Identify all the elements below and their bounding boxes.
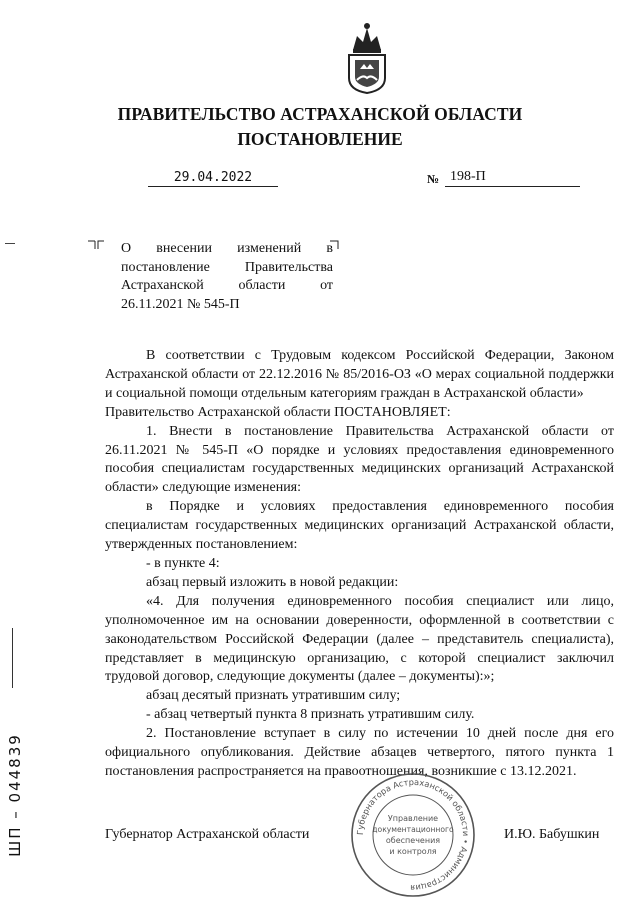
paragraph: - в пункте 4:: [146, 555, 220, 571]
official-stamp: [349, 772, 477, 898]
stamp-inner-line: Управление: [387, 814, 439, 823]
document-body: [105, 347, 614, 782]
signatory-title: Губернатор Астраханской области: [105, 827, 310, 842]
paragraph: абзац десятый признать утратившим силу;: [146, 688, 401, 704]
coat-of-arms-icon: [343, 20, 391, 94]
paragraph: В соответствии с Трудовым кодексом Российской Федерации, Законом Астраханской области от 22.12.2016 № 85/2016-ОЗ «О мерах социальной поддержки и социальной помощи отдельным категориям граждан в Астраханской области»: [105, 348, 614, 401]
form-serial: [2, 735, 28, 855]
corner-bracket-left-icon: [88, 240, 104, 250]
paragraph: Правительство Астраханской области ПОСТАНОВЛЯЕТ:: [105, 404, 451, 420]
paragraph: в Порядке и условиях предоставления единовременного пособия специалистам государственных медицинских организаций Астраханской области, утвержденных постановлением:: [105, 499, 614, 553]
paragraph: - абзац четвертый пункта 8 признать утратившим силу.: [146, 707, 475, 723]
margin-tick: [5, 243, 15, 244]
date-underline: [148, 186, 278, 187]
margin-line: [12, 628, 13, 688]
document-date: 29.04.2022: [173, 170, 253, 185]
paragraph: 1. Внести в постановление Правительства Астраханской области от 26.11.2021 № 545-П «О порядке и условиях предоставления единовременного пособия специалистам государственных медицинских организаций Астраханской области» следующие изменения:: [105, 423, 614, 496]
government-title: ПРАВИТЕЛЬСТВО АСТРАХАНСКОЙ ОБЛАСТИ: [117, 104, 523, 124]
paragraph: 2. Постановление вступает в силу по истечении 10 дней после дня его официального опубликования. Действие абзацев четвертого, пятого пункта 1 постановления распространяется на правоотношения, возникшие с 13.12.2021.: [105, 726, 614, 779]
document-number: 198-П: [450, 169, 486, 184]
stamp-inner-line: обеспечения: [385, 836, 441, 845]
document-type: ПОСТАНОВЛЕНИЕ: [237, 129, 403, 149]
stamp-inner-line: документационного: [372, 825, 454, 834]
form-serial-text: ШП – 044839: [6, 733, 24, 857]
document-subject: О внесении изменений в постановление Правительства Астраханской области от 26.11.2021 № 545-П: [121, 241, 333, 312]
paragraph: абзац первый изложить в новой редакции:: [146, 574, 399, 590]
number-label: №: [427, 172, 440, 186]
svg-text:Губернатора Астраханской облас: [355, 777, 471, 893]
paragraph: «4. Для получения единовременного пособия специалист или лицо, уполномоченное им на основании доверенности, оформленной в соответствии с законодательством Российской Федерации (далее – представитель специалиста), представляет в медицинскую организацию, с которой специалист заключил трудовой договор, следующие документы (далее – документы):»;: [105, 593, 614, 685]
stamp-inner-line: и контроля: [389, 847, 437, 856]
stamp-outer-text: Губернатора Астраханской области • Администрация: [354, 776, 472, 894]
number-underline: [445, 186, 580, 187]
signatory-name: И.Ю. Бабушкин: [504, 827, 600, 842]
